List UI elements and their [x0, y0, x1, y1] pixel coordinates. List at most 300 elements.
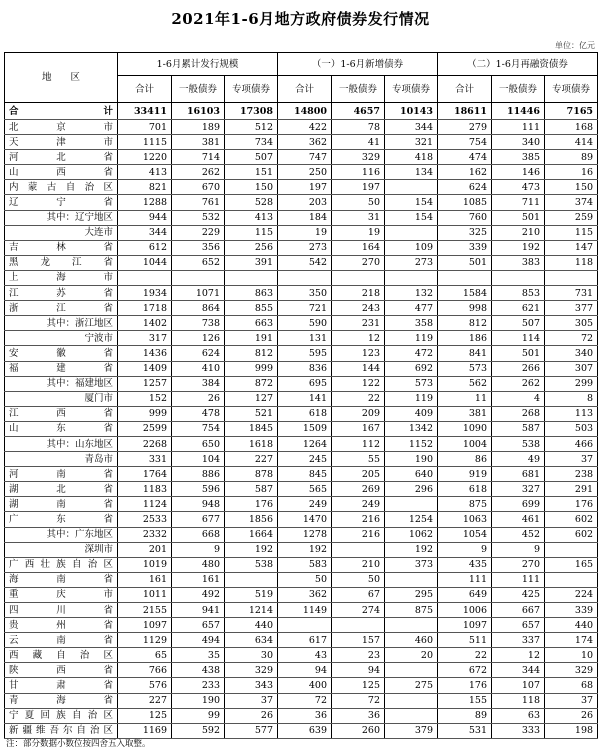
header-sub: 专项债券	[385, 76, 438, 103]
value-cell: 1129	[118, 633, 172, 648]
value-cell: 231	[332, 316, 385, 331]
value-cell: 113	[545, 406, 598, 421]
value-cell: 218	[332, 286, 385, 301]
value-cell: 501	[492, 210, 545, 225]
value-cell: 189	[172, 120, 225, 135]
value-cell: 418	[385, 150, 438, 165]
value-cell: 1342	[385, 421, 438, 436]
value-cell: 167	[332, 421, 385, 436]
table-row	[5, 603, 598, 618]
value-cell	[172, 270, 225, 285]
value-cell: 112	[332, 436, 385, 451]
value-cell: 9	[492, 542, 545, 557]
value-cell: 249	[332, 497, 385, 512]
value-cell	[225, 270, 278, 285]
value-cell: 325	[438, 225, 492, 240]
value-cell: 340	[492, 135, 545, 150]
value-cell: 1097	[438, 618, 492, 633]
value-cell: 67	[332, 587, 385, 602]
region-name: 河北省	[5, 150, 118, 165]
value-cell	[385, 663, 438, 678]
value-cell	[545, 542, 598, 557]
value-cell: 362	[278, 135, 332, 150]
table-row	[5, 376, 598, 391]
value-cell: 192	[225, 542, 278, 557]
value-cell: 503	[545, 421, 598, 436]
value-cell: 150	[545, 180, 598, 195]
header-sub: 一般债券	[332, 76, 385, 103]
value-cell: 78	[332, 120, 385, 135]
value-cell: 37	[225, 693, 278, 708]
value-cell: 1934	[118, 286, 172, 301]
value-cell: 649	[438, 587, 492, 602]
value-cell: 587	[225, 482, 278, 497]
value-cell: 519	[225, 587, 278, 602]
value-cell: 501	[438, 255, 492, 270]
value-cell: 50	[332, 195, 385, 210]
value-cell: 1254	[385, 512, 438, 527]
value-cell: 452	[492, 527, 545, 542]
value-cell: 1004	[438, 436, 492, 451]
region-name: 山西省	[5, 165, 118, 180]
value-cell: 249	[278, 497, 332, 512]
value-cell: 176	[438, 678, 492, 693]
value-cell: 329	[332, 150, 385, 165]
value-cell: 2533	[118, 512, 172, 527]
region-name: 厦门市	[5, 391, 118, 406]
table-row	[5, 497, 598, 512]
region-name: 甘肃省	[5, 678, 118, 693]
value-cell: 721	[278, 301, 332, 316]
table-row	[5, 391, 598, 406]
value-cell: 111	[492, 572, 545, 587]
value-cell: 634	[225, 633, 278, 648]
value-cell: 65	[118, 648, 172, 663]
table-row	[5, 195, 598, 210]
value-cell: 131	[278, 331, 332, 346]
header-sub: 一般债券	[492, 76, 545, 103]
value-cell: 1718	[118, 301, 172, 316]
value-cell: 474	[438, 150, 492, 165]
value-cell: 379	[385, 723, 438, 738]
value-cell: 55	[332, 452, 385, 467]
value-cell: 612	[118, 240, 172, 255]
value-cell: 209	[332, 406, 385, 421]
region-name: 云南省	[5, 633, 118, 648]
total-row	[5, 103, 598, 120]
value-cell	[118, 270, 172, 285]
header-group-new: （一）1-6月新增债券	[278, 53, 438, 76]
value-cell: 197	[332, 180, 385, 195]
value-cell: 511	[438, 633, 492, 648]
value-cell: 224	[545, 587, 598, 602]
value-cell: 125	[332, 678, 385, 693]
value-cell: 337	[492, 633, 545, 648]
table-row	[5, 663, 598, 678]
value-cell: 125	[118, 708, 172, 723]
value-cell: 307	[545, 361, 598, 376]
value-cell: 164	[332, 240, 385, 255]
value-cell: 245	[278, 452, 332, 467]
value-cell: 699	[492, 497, 545, 512]
value-cell: 329	[545, 663, 598, 678]
value-cell: 435	[438, 557, 492, 572]
value-cell: 1097	[118, 618, 172, 633]
value-cell: 268	[492, 406, 545, 421]
region-name: 江西省	[5, 406, 118, 421]
value-cell: 50	[278, 572, 332, 587]
value-cell: 1618	[225, 436, 278, 451]
value-cell: 19	[278, 225, 332, 240]
header-region: 地 区	[5, 53, 118, 103]
value-cell: 331	[118, 452, 172, 467]
value-cell: 186	[438, 331, 492, 346]
value-cell: 9	[438, 542, 492, 557]
value-cell: 50	[332, 572, 385, 587]
value-cell: 99	[172, 708, 225, 723]
region-name: 其中：浙江地区	[5, 316, 118, 331]
value-cell: 1764	[118, 467, 172, 482]
value-cell: 197	[278, 180, 332, 195]
table-row	[5, 270, 598, 285]
value-cell: 111	[438, 572, 492, 587]
value-cell: 161	[172, 572, 225, 587]
value-cell: 440	[225, 618, 278, 633]
value-cell: 291	[545, 482, 598, 497]
table-row	[5, 693, 598, 708]
value-cell: 176	[545, 497, 598, 512]
table-row	[5, 572, 598, 587]
value-cell	[492, 270, 545, 285]
value-cell: 4	[492, 391, 545, 406]
value-cell: 154	[385, 195, 438, 210]
region-name: 重庆市	[5, 587, 118, 602]
value-cell: 532	[172, 210, 225, 225]
value-cell: 192	[385, 542, 438, 557]
value-cell: 192	[492, 240, 545, 255]
region-name: 其中：山东地区	[5, 436, 118, 451]
value-cell: 602	[545, 527, 598, 542]
value-cell: 1183	[118, 482, 172, 497]
region-name: 湖南省	[5, 497, 118, 512]
table-row	[5, 557, 598, 572]
value-cell: 33411	[118, 103, 172, 120]
value-cell: 344	[385, 120, 438, 135]
value-cell: 766	[118, 663, 172, 678]
value-cell: 9	[172, 542, 225, 557]
unit-label: 单位：亿元	[555, 41, 595, 50]
region-name: 江苏省	[5, 286, 118, 301]
value-cell: 154	[385, 210, 438, 225]
value-cell: 7165	[545, 103, 598, 120]
region-name: 安徽省	[5, 346, 118, 361]
value-cell: 886	[172, 467, 225, 482]
region-name: 湖北省	[5, 482, 118, 497]
value-cell: 168	[545, 120, 598, 135]
value-cell: 192	[278, 542, 332, 557]
value-cell: 259	[545, 210, 598, 225]
value-cell: 16103	[172, 103, 225, 120]
value-cell: 681	[492, 467, 545, 482]
value-cell: 63	[492, 708, 545, 723]
region-name: 深圳市	[5, 542, 118, 557]
value-cell: 373	[385, 557, 438, 572]
value-cell: 37	[545, 452, 598, 467]
value-cell: 692	[385, 361, 438, 376]
value-cell: 118	[492, 693, 545, 708]
value-cell: 384	[172, 376, 225, 391]
region-name: 广东省	[5, 512, 118, 527]
value-cell: 86	[438, 452, 492, 467]
value-cell	[385, 572, 438, 587]
value-cell: 190	[172, 693, 225, 708]
value-cell: 754	[438, 135, 492, 150]
value-cell: 2599	[118, 421, 172, 436]
value-cell: 1085	[438, 195, 492, 210]
value-cell: 68	[545, 678, 598, 693]
header-sub: 专项债券	[545, 76, 598, 103]
value-cell: 677	[172, 512, 225, 527]
value-cell: 273	[278, 240, 332, 255]
value-cell: 657	[492, 618, 545, 633]
table-row	[5, 482, 598, 497]
value-cell: 11	[438, 391, 492, 406]
value-cell: 216	[332, 527, 385, 542]
value-cell	[385, 497, 438, 512]
value-cell: 262	[172, 165, 225, 180]
table-row	[5, 225, 598, 240]
table-row	[5, 587, 598, 602]
table-row	[5, 467, 598, 482]
value-cell: 577	[225, 723, 278, 738]
value-cell: 115	[545, 225, 598, 240]
region-name: 内蒙古自治区	[5, 180, 118, 195]
value-cell: 596	[172, 482, 225, 497]
value-cell: 1019	[118, 557, 172, 572]
value-cell: 1011	[118, 587, 172, 602]
value-cell: 94	[332, 663, 385, 678]
value-cell	[278, 618, 332, 633]
value-cell: 507	[492, 316, 545, 331]
value-cell: 413	[225, 210, 278, 225]
value-cell: 1288	[118, 195, 172, 210]
value-cell: 191	[225, 331, 278, 346]
value-cell: 165	[545, 557, 598, 572]
value-cell: 652	[172, 255, 225, 270]
value-cell: 256	[225, 240, 278, 255]
value-cell: 350	[278, 286, 332, 301]
value-cell: 152	[118, 391, 172, 406]
value-cell: 701	[118, 120, 172, 135]
value-cell: 144	[332, 361, 385, 376]
table-row	[5, 618, 598, 633]
value-cell	[438, 270, 492, 285]
value-cell: 845	[278, 467, 332, 482]
header-group-total: 1-6月累计发行规模	[118, 53, 278, 76]
value-cell: 565	[278, 482, 332, 497]
value-cell: 8	[545, 391, 598, 406]
value-cell: 999	[118, 406, 172, 421]
value-cell	[332, 270, 385, 285]
value-cell: 841	[438, 346, 492, 361]
region-name: 浙江省	[5, 301, 118, 316]
region-name: 北京市	[5, 120, 118, 135]
value-cell: 201	[118, 542, 172, 557]
value-cell: 602	[545, 512, 598, 527]
value-cell: 760	[438, 210, 492, 225]
value-cell: 374	[545, 195, 598, 210]
value-cell: 695	[278, 376, 332, 391]
value-cell	[385, 618, 438, 633]
value-cell: 119	[385, 391, 438, 406]
value-cell	[385, 708, 438, 723]
value-cell: 275	[385, 678, 438, 693]
value-cell: 621	[492, 301, 545, 316]
value-cell: 999	[225, 361, 278, 376]
region-name: 吉林省	[5, 240, 118, 255]
value-cell: 31	[332, 210, 385, 225]
value-cell: 1664	[225, 527, 278, 542]
value-cell: 663	[225, 316, 278, 331]
header-row-groups	[5, 53, 598, 76]
region-name: 青岛市	[5, 452, 118, 467]
value-cell: 573	[385, 376, 438, 391]
value-cell: 1220	[118, 150, 172, 165]
value-cell: 26	[225, 708, 278, 723]
value-cell: 618	[438, 482, 492, 497]
value-cell: 344	[492, 663, 545, 678]
value-cell: 944	[118, 210, 172, 225]
value-cell: 440	[545, 618, 598, 633]
value-cell: 190	[385, 452, 438, 467]
value-cell: 624	[438, 180, 492, 195]
value-cell: 383	[492, 255, 545, 270]
value-cell: 2268	[118, 436, 172, 451]
value-cell: 2332	[118, 527, 172, 542]
value-cell: 274	[332, 603, 385, 618]
value-cell: 227	[118, 693, 172, 708]
value-cell: 184	[278, 210, 332, 225]
value-cell: 425	[492, 587, 545, 602]
value-cell: 203	[278, 195, 332, 210]
value-cell: 998	[438, 301, 492, 316]
value-cell: 1062	[385, 527, 438, 542]
value-cell: 296	[385, 482, 438, 497]
table-row	[5, 240, 598, 255]
value-cell	[225, 572, 278, 587]
value-cell: 875	[385, 603, 438, 618]
table-body	[5, 103, 598, 739]
value-cell: 409	[385, 406, 438, 421]
value-cell: 617	[278, 633, 332, 648]
value-cell: 381	[438, 406, 492, 421]
value-cell: 269	[332, 482, 385, 497]
region-name: 辽宁省	[5, 195, 118, 210]
bond-issuance-table	[4, 52, 598, 739]
value-cell: 229	[172, 225, 225, 240]
value-cell: 640	[385, 467, 438, 482]
table-row	[5, 406, 598, 421]
value-cell: 590	[278, 316, 332, 331]
value-cell: 126	[172, 331, 225, 346]
value-cell: 89	[545, 150, 598, 165]
value-cell: 11446	[492, 103, 545, 120]
value-cell: 542	[278, 255, 332, 270]
value-cell: 329	[225, 663, 278, 678]
value-cell: 583	[278, 557, 332, 572]
value-cell: 1124	[118, 497, 172, 512]
region-name: 福建省	[5, 361, 118, 376]
value-cell: 72	[332, 693, 385, 708]
value-cell: 1169	[118, 723, 172, 738]
value-cell: 22	[332, 391, 385, 406]
region-name: 四川省	[5, 603, 118, 618]
value-cell: 41	[332, 135, 385, 150]
value-cell: 36	[278, 708, 332, 723]
footnote: 注：部分数据小数位按四舍五入取整。	[6, 739, 151, 749]
value-cell: 356	[172, 240, 225, 255]
value-cell: 119	[385, 331, 438, 346]
value-cell: 118	[545, 255, 598, 270]
value-cell: 657	[172, 618, 225, 633]
value-cell: 1006	[438, 603, 492, 618]
value-cell: 250	[278, 165, 332, 180]
value-cell: 343	[225, 678, 278, 693]
value-cell	[385, 270, 438, 285]
value-cell: 147	[545, 240, 598, 255]
value-cell: 1264	[278, 436, 332, 451]
value-cell: 576	[118, 678, 172, 693]
region-name: 贵州省	[5, 618, 118, 633]
value-cell: 205	[332, 467, 385, 482]
value-cell: 339	[545, 603, 598, 618]
region-name: 广西壮族自治区	[5, 557, 118, 572]
value-cell: 1509	[278, 421, 332, 436]
value-cell: 260	[332, 723, 385, 738]
value-cell: 26	[545, 708, 598, 723]
value-cell: 1584	[438, 286, 492, 301]
value-cell: 134	[385, 165, 438, 180]
value-cell: 176	[225, 497, 278, 512]
table-row	[5, 633, 598, 648]
value-cell: 123	[332, 346, 385, 361]
value-cell: 26	[172, 391, 225, 406]
value-cell: 414	[545, 135, 598, 150]
table-row	[5, 331, 598, 346]
value-cell: 279	[438, 120, 492, 135]
value-cell: 14800	[278, 103, 332, 120]
value-cell: 216	[332, 512, 385, 527]
region-name: 新疆维吾尔自治区	[5, 723, 118, 738]
value-cell: 573	[438, 361, 492, 376]
region-name: 合 计	[5, 103, 118, 120]
value-cell: 592	[172, 723, 225, 738]
value-cell: 381	[172, 135, 225, 150]
table-row	[5, 436, 598, 451]
table-row	[5, 135, 598, 150]
value-cell: 114	[492, 331, 545, 346]
value-cell: 438	[172, 663, 225, 678]
value-cell: 132	[385, 286, 438, 301]
region-name: 大连市	[5, 225, 118, 240]
value-cell: 72	[545, 331, 598, 346]
table-row	[5, 286, 598, 301]
table-row	[5, 255, 598, 270]
value-cell: 111	[492, 120, 545, 135]
value-cell: 731	[545, 286, 598, 301]
value-cell: 1214	[225, 603, 278, 618]
value-cell: 562	[438, 376, 492, 391]
